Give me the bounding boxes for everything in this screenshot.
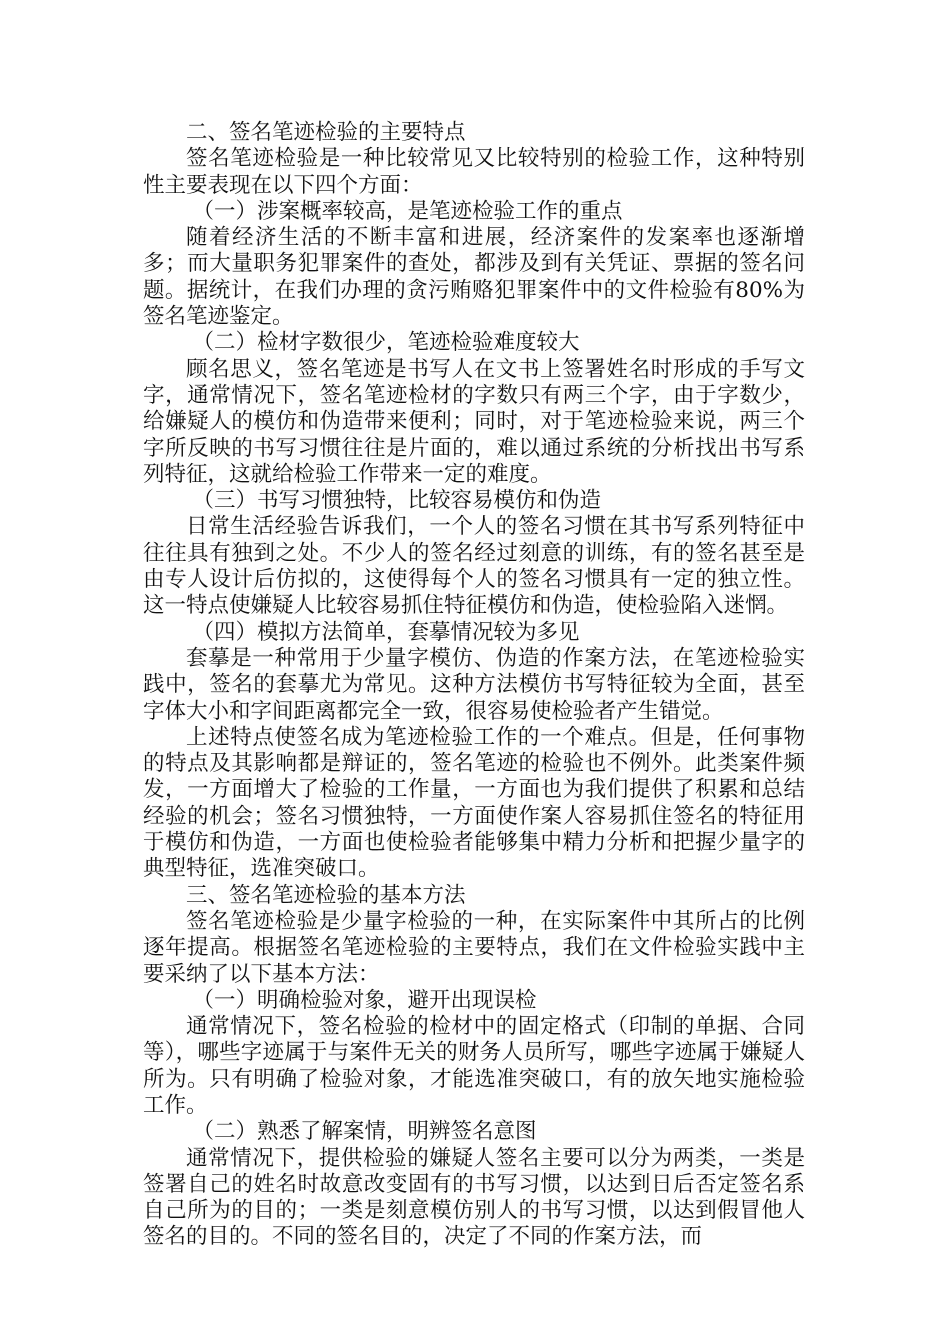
paragraph: 签名笔迹检验是少量字检验的一种，在实际案件中其所占的比例逐年提高。根据签名笔迹检验的主要特点，我们在文件检验实践中主要采纳了以下基本方法： bbox=[143, 908, 805, 987]
paragraph: 上述特点使签名成为笔迹检验工作的一个难点。但是，任何事物的特点及其影响都是辩证的，签名笔迹的检验也不例外。此类案件频发，一方面增大了检验的工作量，一方面也为我们提供了积累和总结经验的机会；签名习惯独特，一方面使作案人容易抓住签名的特征用于模仿和伪造，一方面也使检验者能够集中精力分析和把握少量字的典型特征，选准突破口。 bbox=[143, 724, 805, 882]
subheading-2: （二）检材字数很少，笔迹检验难度较大 bbox=[192, 330, 580, 356]
paragraph: 日常生活经验告诉我们，一个人的签名习惯在其书写系列特征中往往具有独到之处。不少人的签名经过刻意的训练，有的签名甚至是由专人设计后仿拟的，这使得每个人的签名习惯具有一定的独立性。这一特点使嫌疑人比较容易抓住特征模仿和伪造，使检验陷入迷惘。 bbox=[143, 514, 805, 619]
subheading-3: （三）书写习惯独特，比较容易模仿和伪造 bbox=[192, 488, 601, 514]
paragraph: 顾名思义，签名笔迹是书写人在文书上签署姓名时形成的手写文字，通常情况下，签名笔迹检材的字数只有两三个字，由于字数少，给嫌疑人的模仿和伪造带来便利；同时，对于笔迹检验来说，两三个字所反映的书写习惯往往是片面的，难以通过系统的分析找出书写系列特征，这就给检验工作带来一定的难度。 bbox=[143, 356, 805, 487]
section-heading-3: 三、签名笔迹检验的基本方法 bbox=[186, 882, 466, 908]
paragraph: 套摹是一种常用于少量字模仿、伪造的作案方法，在笔迹检验实践中，签名的套摹尤为常见。这种方法模仿书写特征较为全面，甚至字体大小和字间距离都完全一致，很容易使检验者产生错觉。 bbox=[143, 645, 805, 724]
subheading-1: （一）涉案概率较高，是笔迹检验工作的重点 bbox=[192, 198, 623, 224]
paragraph: 签名笔迹检验是一种比较常见又比较特别的检验工作，这种特别性主要表现在以下四个方面： bbox=[143, 146, 805, 198]
paragraph: 通常情况下，签名检验的检材中的固定格式（印制的单据、合同等），哪些字迹属于与案件无关的财务人员所写，哪些字迹属于嫌疑人所为。只有明确了检验对象，才能选准突破口，有的放矢地实施检验工作。 bbox=[143, 1014, 805, 1118]
paragraph: 随着经济生活的不断丰富和进展，经济案件的发案率也逐渐增多；而大量职务犯罪案件的查处，都涉及到有关凭证、票据的签名问题。据统计，在我们办理的贪污贿赂犯罪案件中的文件检验有80%为签名笔迹鉴定。 bbox=[143, 225, 805, 330]
section-heading-2: 二、签名笔迹检验的主要特点 bbox=[186, 120, 466, 145]
subheading-6: （二）熟悉了解案情，明辨签名意图 bbox=[192, 1119, 537, 1145]
subheading-4: （四）模拟方法简单，套摹情况较为多见 bbox=[192, 619, 580, 645]
subheading-5: （一）明确检验对象，避开出现误检 bbox=[192, 987, 537, 1013]
paragraph: 通常情况下，提供检验的嫌疑人签名主要可以分为两类，一类是签署自己的姓名时故意改变固有的书写习惯，以达到日后否定签名系自己所为的目的；一类是刻意模仿别人的书写习惯，以达到假冒他人签名的目的。不同的签名目的，决定了不同的作案方法，而 bbox=[143, 1145, 805, 1250]
document-body bbox=[143, 120, 805, 1251]
